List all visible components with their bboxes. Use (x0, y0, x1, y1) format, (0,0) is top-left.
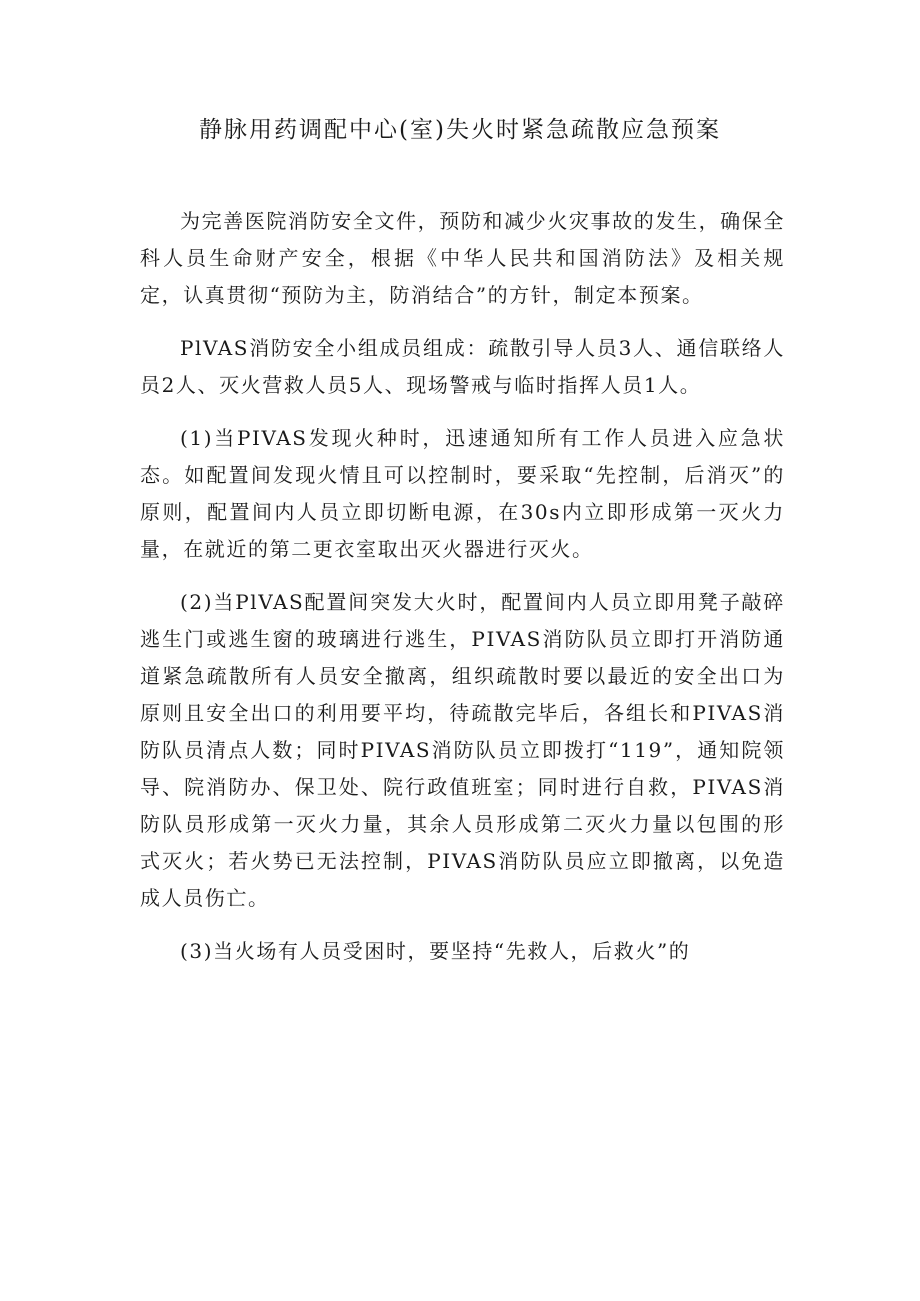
paragraph-intro: 为完善医院消防安全文件，预防和减少火灾事故的发生，确保全科人员生命财产安全，根据《中华人民共和国消防法》及相关规定，认真贯彻“预防为主，防消结合”的方针，制定本预案。 (140, 209, 785, 307)
paragraph-step-3: (3)当火场有人员受困时，要坚持“先救人，后救火”的 (180, 939, 691, 963)
document-title: 静脉用药调配中心(室)失火时紧急疏散应急预案 (199, 117, 721, 143)
paragraph-team-composition: PlVAS消防安全小组成员组成：疏散引导人员3人、通信联络人员2人、灭火营救人员5人、现场警戒与临时指挥人员1人。 (140, 336, 785, 397)
paragraph-step-1: (1)当PIVAS发现火种时，迅速通知所有工作人员进入应急状态。如配置间发现火情且可以控制时，要采取“先控制，后消灭”的原则，配置间内人员立即切断电源，在30s内立即形成第一灭火力量，在就近的第二更衣室取出灭火器进行灭火。 (140, 426, 785, 561)
paragraph-step-2: (2)当PlVAS配置间突发大火时，配置间内人员立即用凳子敲碎逃生门或逃生窗的玻璃进行逃生，PIVAS消防队员立即打开消防通道紧急疏散所有人员安全撤离，组织疏散时要以最近的安全出口为原则且安全出口的利用要平均，待疏散完毕后，各组长和PIVAS消防队员清点人数；同时PIVAS消防队员立即拨打“119”，通知院领导、院消防办、保卫处、院行政值班室；同时进行自救，PIVAS消防队员形成第一灭火力量，其余人员形成第二灭火力量以包围的形式灭火；若火势已无法控制，PIVAS消防队员应立即撤离，以免造成人员伤亡。 (140, 590, 785, 910)
document-body (140, 203, 785, 986)
